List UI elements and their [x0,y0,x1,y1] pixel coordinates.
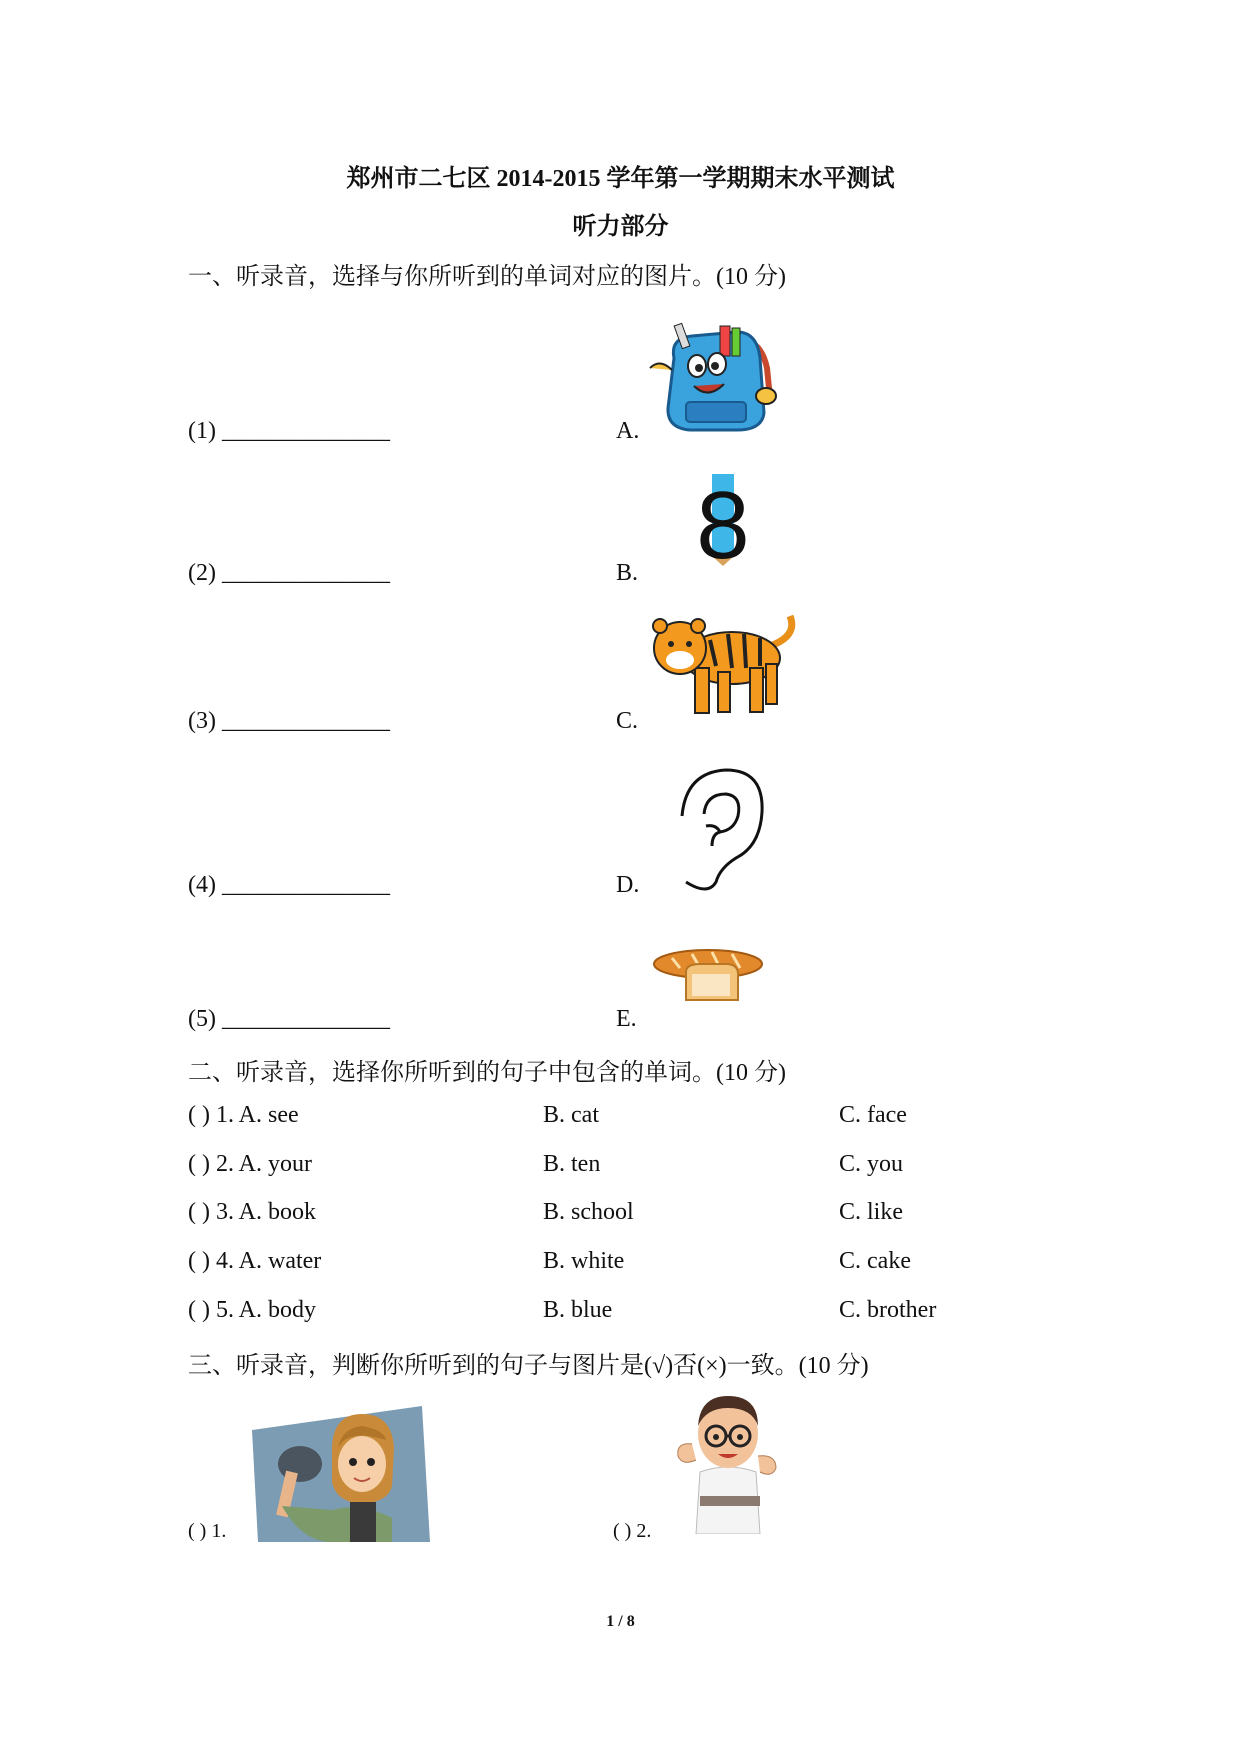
option-letter-c: C. [616,708,639,734]
question-2-option-c[interactable]: C. you [839,1151,904,1177]
backpack-icon [642,318,792,436]
section3-heading: 三、听录音，判断你所听到的句子与图片是(√)否(×)一致。(10 分) [188,1353,869,1379]
judge-item-2[interactable]: ( ) 2. [613,1520,652,1542]
question-3-option-a[interactable]: ( ) 3. A. book [188,1199,316,1225]
question-1-option-a[interactable]: ( ) 1. A. see [188,1102,299,1128]
question-4-option-c[interactable]: C. cake [839,1248,911,1274]
answer-blank-3[interactable]: (3) ______________ [188,708,390,734]
section1-heading: 一、听录音，选择与你所听到的单词对应的图片。(10 分) [188,264,786,290]
question-2-option-a[interactable]: ( ) 2. A. your [188,1151,312,1177]
option-letter-b: B. [616,560,639,586]
number-eight-icon [688,472,758,567]
question-2-option-b[interactable]: B. ten [543,1151,601,1177]
page-number: 1 / 8 [606,1613,635,1630]
question-4-option-a[interactable]: ( ) 4. A. water [188,1248,322,1274]
question-1-option-c[interactable]: C. face [839,1102,907,1128]
boy-with-glasses-icon [672,1386,784,1534]
section2-heading: 二、听录音，选择你所听到的句子中包含的单词。(10 分) [188,1060,786,1086]
answer-blank-2[interactable]: (2) ______________ [188,560,390,586]
option-letter-d: D. [616,872,640,898]
option-letter-e: E. [616,1006,637,1032]
question-3-option-c[interactable]: C. like [839,1199,903,1225]
girl-waving-icon [252,1406,430,1542]
bread-icon [652,946,764,1006]
answer-blank-1[interactable]: (1) ______________ [188,418,390,444]
svg-text:8: 8 [696,472,750,567]
page-title: 郑州市二七区 2014-2015 学年第一学期期末水平测试 [346,166,895,192]
ear-icon [676,766,774,896]
judge-item-1[interactable]: ( ) 1. [188,1520,227,1542]
tiger-icon [640,606,805,728]
question-5-option-b[interactable]: B. blue [543,1297,613,1323]
question-4-option-b[interactable]: B. white [543,1248,625,1274]
question-1-option-b[interactable]: B. cat [543,1102,599,1128]
page-subtitle: 听力部分 [572,214,669,240]
question-5-option-a[interactable]: ( ) 5. A. body [188,1297,316,1323]
answer-blank-4[interactable]: (4) ______________ [188,872,390,898]
question-5-option-c[interactable]: C. brother [839,1297,937,1323]
answer-blank-5[interactable]: (5) ______________ [188,1006,390,1032]
option-letter-a: A. [616,418,640,444]
question-3-option-b[interactable]: B. school [543,1199,634,1225]
